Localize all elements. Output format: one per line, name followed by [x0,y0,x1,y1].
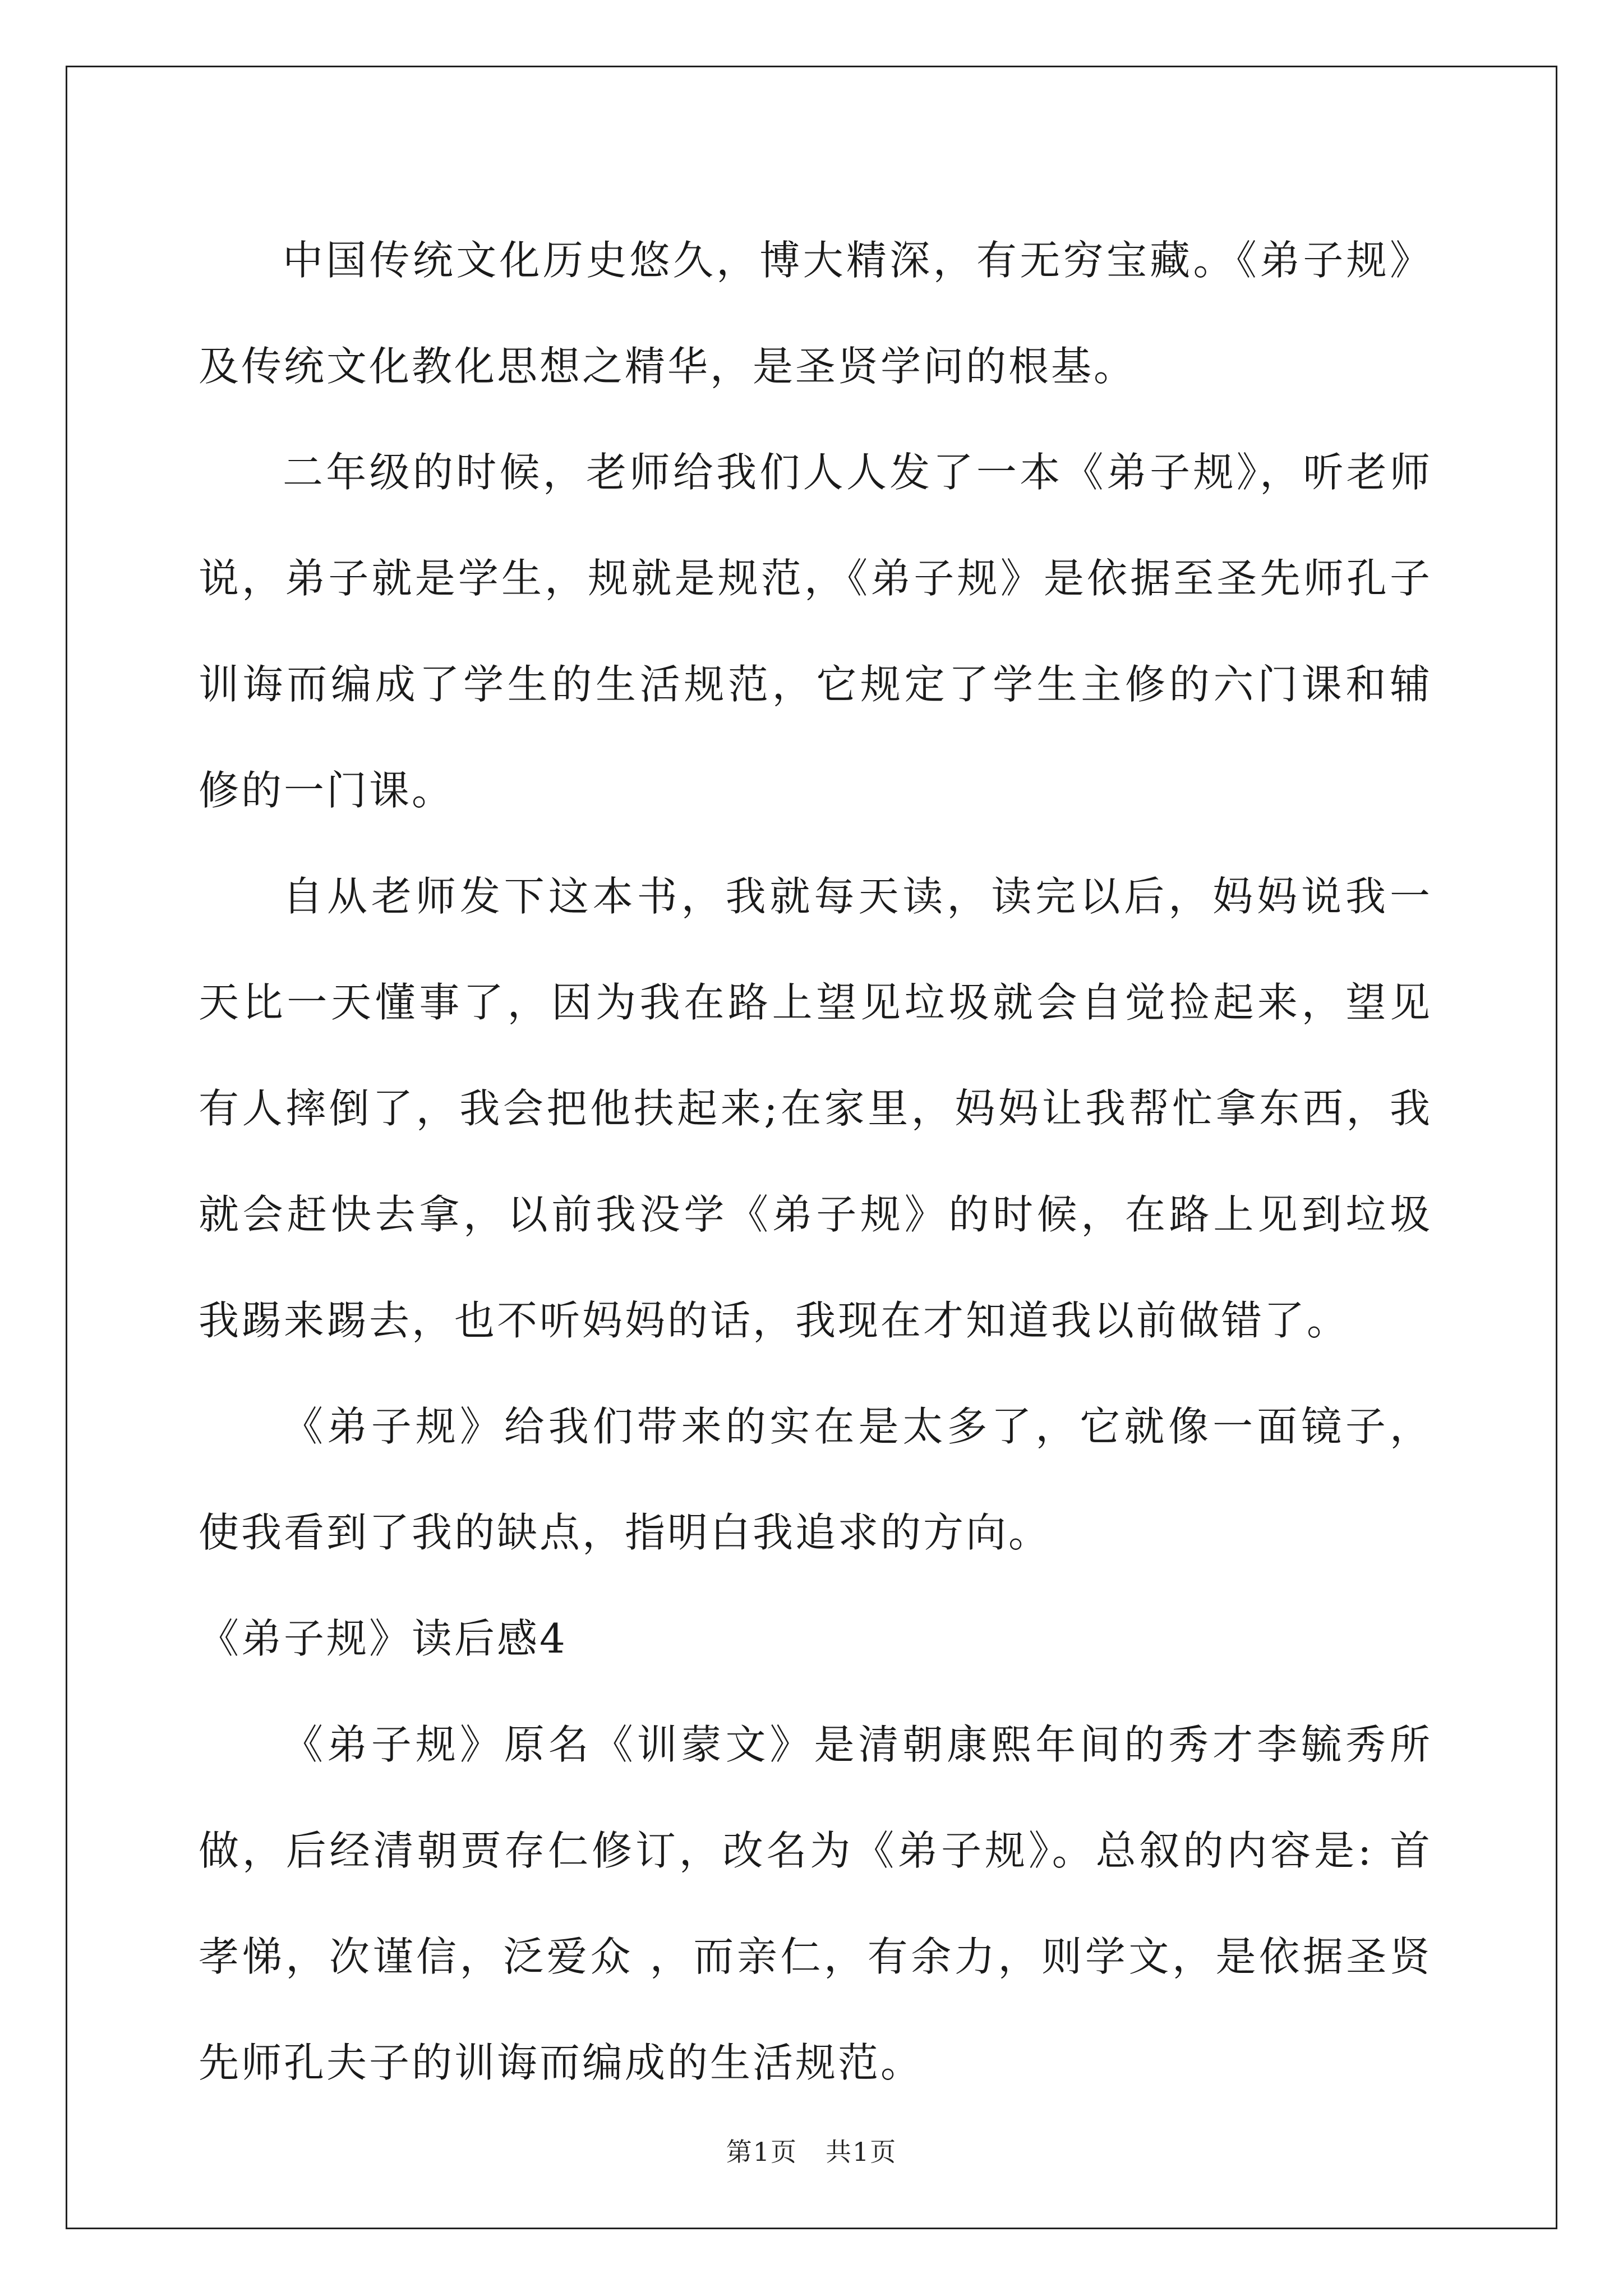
paragraph: 自从老师发下这本书，我就每天读，读完以后，妈妈说我一天比一天懂事了，因为我在路上望见垃圾就会自觉捡起来，望见有人摔倒了，我会把他扶起来;在家里，妈妈让我帮忙拿东西，我就会赶快去拿，以前我没学《弟子规》的时候，在路上见到垃圾我踢来踢去，也不听妈妈的话，我现在才知道我以前做错了。 [199,873,1432,1344]
document-body [199,208,1432,2116]
section-heading: 《弟子规》读后感4 [199,1615,568,1662]
paragraph: 《弟子规》给我们带来的实在是太多了，它就像一面镜子，使我看到了我的缺点，指明白我追求的方向。 [199,1403,1432,1556]
page-footer [0,2132,1623,2169]
paragraph: 《弟子规》原名《训蒙文》是清朝康熙年间的秀才李毓秀所做，后经清朝贾存仁修订，改名为《弟子规》。总叙的内容是: 首孝悌，次谨信，泛爱众 ，而亲仁，有余力，则学文，是依据圣贤先师孔夫子的训诲而编成的生活规范。 [199,1721,1432,2086]
page-number: 第1页 [726,2137,797,2167]
page-total: 共1页 [826,2137,897,2167]
paragraph: 中国传统文化历史悠久，博大精深，有无穷宝藏。《弟子规》及传统文化教化思想之精华，是圣贤学问的根基。 [199,237,1432,390]
paragraph: 二年级的时候，老师给我们人人发了一本《弟子规》，听老师说，弟子就是学生，规就是规范，《弟子规》是依据至圣先师孔子训诲而编成了学生的生活规范，它规定了学生主修的六门课和辅修的一门课。 [199,449,1432,814]
